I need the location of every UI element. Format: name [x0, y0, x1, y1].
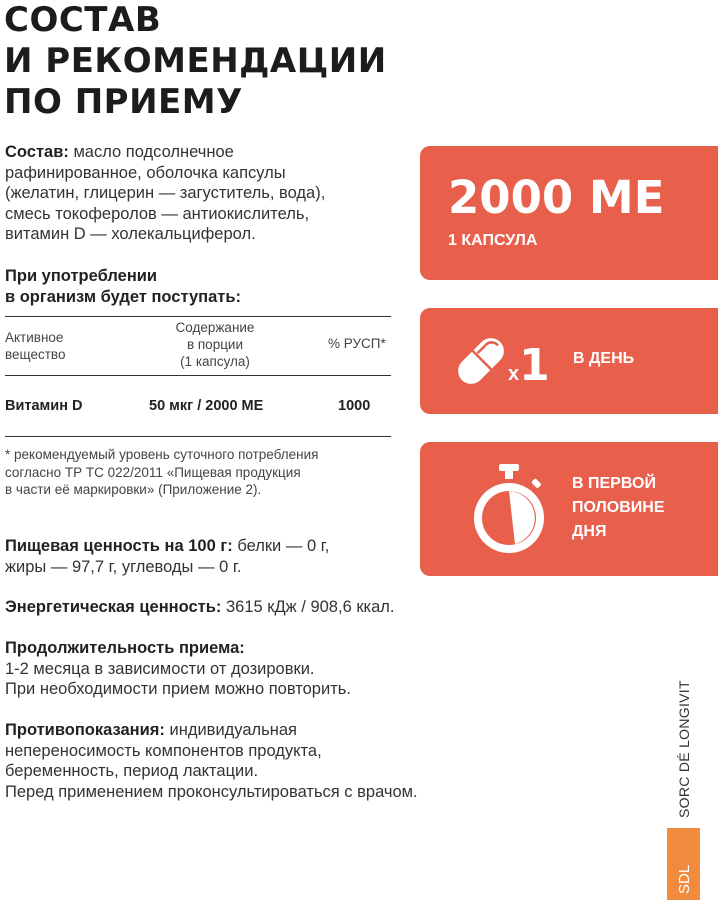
nutrition-section — [5, 536, 329, 577]
frequency-x: x — [508, 363, 520, 385]
frequency-card — [420, 308, 718, 414]
frequency-caption: В ДЕНЬ — [573, 350, 635, 367]
duration-section — [5, 638, 351, 700]
energy-label: Энергетическая ценность: — [5, 598, 222, 616]
table-header-content-line: Содержание — [175, 320, 255, 335]
table-header-substance-line: вещество — [5, 347, 66, 362]
table-row — [5, 396, 391, 418]
intake-heading — [5, 266, 241, 307]
energy-section — [5, 597, 395, 618]
table-cell-amount: 50 мкг / 2000 МЕ — [149, 398, 264, 414]
composition-line-5: витамин D — холекальциферол. — [5, 225, 256, 243]
contra-line-3: беременность, период лактации. — [5, 762, 259, 780]
contra-label: Противопоказания: — [5, 721, 165, 739]
title-line-3: ПО ПРИЕМУ — [4, 82, 243, 122]
dose-value: 2000 МЕ — [448, 171, 665, 224]
brand-logo — [667, 828, 700, 900]
dose-caption: 1 КАПСУЛА — [448, 232, 538, 249]
title-line-1: СОСТАВ — [4, 0, 162, 40]
stopwatch-icon — [468, 460, 550, 560]
contra-line-2: непереносимость компонентов продукта, — [5, 741, 322, 760]
contra-line-4: Перед применением проконсультироваться с врачом. — [5, 782, 418, 801]
table-cell-percent: 1000 — [338, 398, 371, 414]
duration-line-1: 1-2 месяца в зависимости от дозировки. — [5, 659, 315, 678]
contraindications-section — [5, 720, 418, 802]
page-title — [4, 0, 387, 123]
nutrition-label: Пищевая ценность на 100 г: — [5, 537, 233, 555]
time-caption-line: ДНЯ — [572, 523, 607, 540]
time-caption-line: В ПЕРВОЙ — [572, 475, 656, 492]
duration-line-2: При необходимости прием можно повторить. — [5, 680, 351, 698]
footnote-line: в части её маркировки» (Приложение 2). — [5, 482, 262, 497]
composition-line-2: рафинированное, оболочка капсулы — [5, 163, 286, 182]
composition-line-4: смесь токоферолов — антиокислитель, — [5, 204, 310, 223]
energy-value: 3615 кДж / 908,6 ккал. — [221, 598, 395, 616]
footnote-line: согласно ТР ТС 022/2011 «Пищевая продукция — [5, 464, 301, 480]
composition-label: Состав: — [5, 143, 69, 161]
table-header-content — [155, 319, 275, 370]
table-header — [5, 316, 391, 376]
table-header-content-line: в порции — [186, 337, 244, 352]
nutrition-line-1: белки — 0 г, — [232, 537, 330, 555]
composition-line-3: (желатин, глицерин — загуститель, вода), — [5, 184, 326, 202]
duration-label: Продолжительность приема: — [5, 639, 245, 657]
brand-logo-text: SDL — [676, 864, 693, 894]
capsule-icon — [450, 330, 512, 392]
brand-name — [678, 670, 694, 818]
nutrition-line-2: жиры — 97,7 г, углеводы — 0 г. — [5, 557, 242, 576]
frequency-multiplier — [508, 340, 550, 391]
intake-heading-line-2: в организм будет поступать: — [5, 287, 241, 306]
table-header-substance-line: Активное — [5, 330, 64, 345]
footnote — [5, 446, 319, 499]
intake-heading-line-1: При употреблении — [5, 267, 158, 285]
frequency-count: 1 — [519, 340, 550, 391]
composition-section — [5, 142, 325, 245]
table-cell-substance: Витамин D — [5, 398, 83, 414]
footnote-line: * рекомендуемый уровень суточного потребления — [5, 447, 319, 462]
title-line-2: И РЕКОМЕНДАЦИИ — [4, 41, 387, 81]
table-header-content-line: (1 капсула) — [180, 354, 250, 369]
composition-line-1: масло подсолнечное — [68, 143, 234, 161]
table-divider — [5, 436, 391, 437]
contra-line-1: индивидуальная — [164, 721, 297, 739]
time-caption — [572, 472, 665, 544]
table-header-percent: % РУСП* — [328, 336, 386, 351]
brand-name-text: SORC DÉ LONGIVIT — [676, 680, 692, 818]
table-header-substance — [5, 329, 65, 363]
dose-card — [420, 146, 718, 280]
time-card — [420, 442, 718, 576]
time-caption-line: ПОЛОВИНЕ — [572, 499, 665, 516]
